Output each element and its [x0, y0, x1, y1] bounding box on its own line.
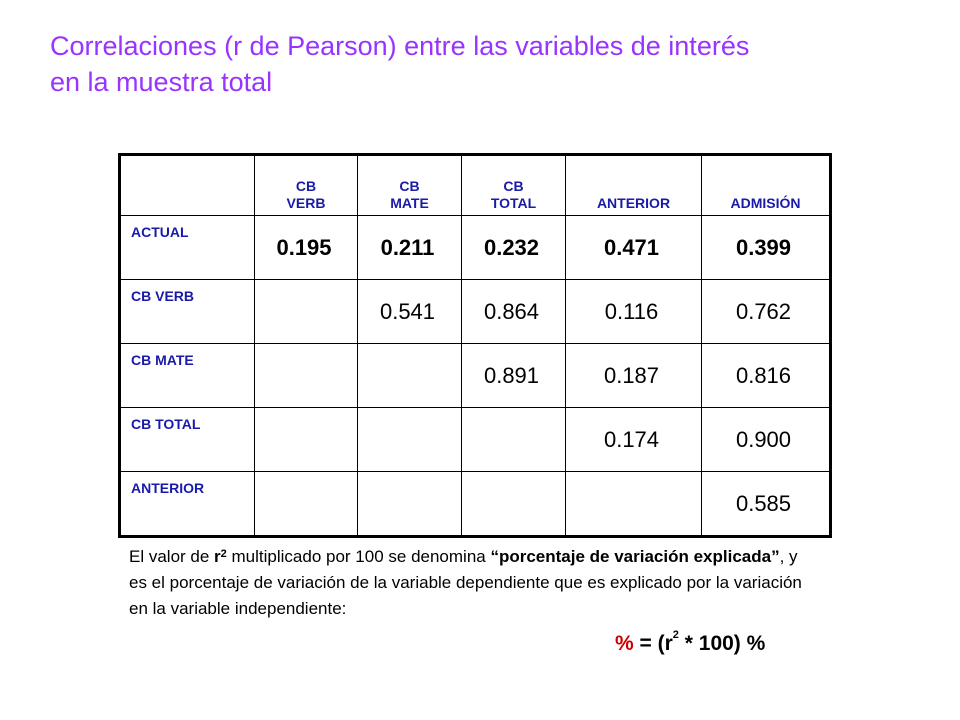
table-row	[120, 280, 831, 344]
table-cell: 0.816	[702, 344, 831, 408]
row-label: CB TOTAL	[120, 408, 255, 472]
formula: % = $(r^2 * 100)$ %	[615, 629, 766, 655]
table-cell	[255, 280, 358, 344]
table-cell: 0.471	[566, 216, 702, 280]
table-cell: 0.585	[702, 472, 831, 537]
table-cell	[358, 344, 462, 408]
table-cell	[255, 472, 358, 537]
row-label: CB MATE	[120, 344, 255, 408]
table-cell: 0.900	[702, 408, 831, 472]
table-cell: 0.211	[358, 216, 462, 280]
header-admision: ADMISIÓN	[702, 155, 831, 216]
table-row	[120, 408, 831, 472]
header-row	[120, 155, 831, 216]
table-cell: 0.541	[358, 280, 462, 344]
table-cell	[462, 408, 566, 472]
table-cell: 0.195	[255, 216, 358, 280]
row-label: ACTUAL	[120, 216, 255, 280]
header-cb-total: CB TOTAL	[462, 155, 566, 216]
table-cell: 0.174	[566, 408, 702, 472]
table-cell	[255, 344, 358, 408]
header-corner	[120, 155, 255, 216]
table-cell: 0.116	[566, 280, 702, 344]
table-row	[120, 344, 831, 408]
header-cb-mate: CB MATE	[358, 155, 462, 216]
table-cell	[566, 472, 702, 537]
header-cb-verb: CB VERB	[255, 155, 358, 216]
table-cell	[462, 472, 566, 537]
table-cell: 0.762	[702, 280, 831, 344]
row-label: ANTERIOR	[120, 472, 255, 537]
table-cell	[358, 472, 462, 537]
correlation-table	[118, 153, 832, 538]
title-line-2: en la muestra total	[50, 67, 273, 97]
slide-title	[50, 28, 910, 100]
table-cell: 0.232	[462, 216, 566, 280]
table-cell: 0.891	[462, 344, 566, 408]
table-cell	[358, 408, 462, 472]
title-line-1: Correlaciones (r de Pearson) entre las variables de interés	[50, 31, 750, 61]
formula-percent: %	[615, 632, 634, 655]
header-anterior: ANTERIOR	[566, 155, 702, 216]
table-row	[120, 216, 831, 280]
table-cell	[255, 408, 358, 472]
term-highlight: “porcentaje de variación explicada”	[490, 547, 780, 566]
row-label: CB VERB	[120, 280, 255, 344]
table-row	[120, 472, 831, 537]
r-symbol: $r^2$	[214, 547, 227, 566]
explanation-paragraph: El valor de $r^2$ multiplicado por 100 se denomina “porcentaje de variación explicada”, y es el porcentaje de variación de la variable dependiente que es explicado por la variación en la variable independiente:	[129, 547, 802, 618]
table-cell: 0.864	[462, 280, 566, 344]
table-cell: 0.187	[566, 344, 702, 408]
table-cell: 0.399	[702, 216, 831, 280]
